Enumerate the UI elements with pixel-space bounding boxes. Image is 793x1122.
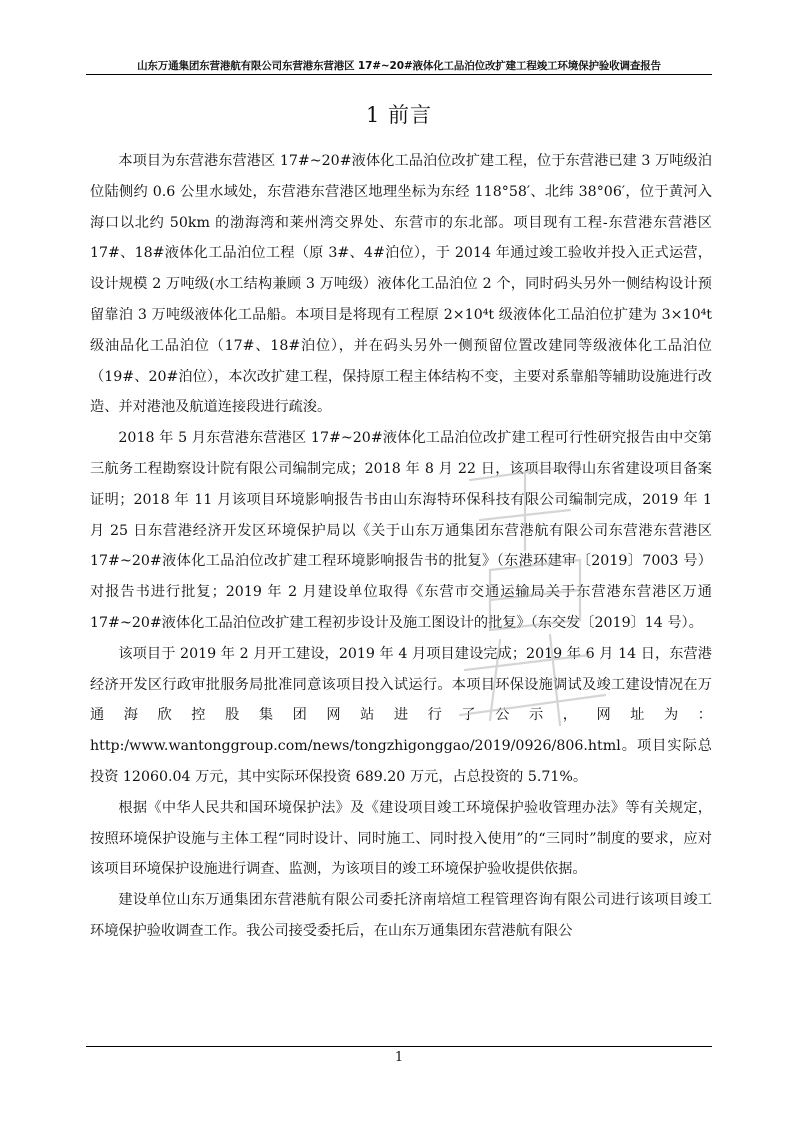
running-header: 山东万通集团东营港航有限公司东营港东营港区 17#~20#液体化工品泊位改扩建工程竣工环境保护验收调查报告 bbox=[137, 60, 661, 72]
header-rule bbox=[86, 74, 712, 75]
body-text bbox=[90, 146, 712, 947]
paragraph-commission: 建设单位山东万通集团东营港航有限公司委托济南培煊工程管理咨询有限公司进行该项目竣工环境保护验收调查工作。我公司接受委托后，在山东万通集团东营港航有限公 bbox=[90, 892, 712, 939]
paragraph-approval-history: 2018 年 5 月东营港东营港区 17#~20#液体化工品泊位改扩建工程可行性研究报告由中交第三航务工程勘察设计院有限公司编制完成；2018 年 8 月 22 日，该项目取得山东省建设项目备案证明；2018 年 11 月该项目环境影响报告书由山东海特环保科技有限公司编制完成，2019 年 1 月 25 日东营港经济开发区环境保护局以《关于山东万通集团东营港航有限公司东营港东营港区 17#~20#液体化工品泊位改扩建工程环境影响报告书的批复》（东港环建审〔2019〕7003 号）对报告书进行批复；2019 年 2 月建设单位取得《东营市交通运输局关于东营港东营港区万通 17#~20#液体化工品泊位改扩建工程初步设计及施工图设计的批复》（东交发〔2019〕14 号）。 bbox=[90, 430, 712, 631]
footer-rule bbox=[86, 1046, 712, 1047]
section-title: 1 前言 bbox=[365, 103, 433, 127]
page-number: 1 bbox=[394, 1050, 404, 1065]
paragraph-regulatory-basis: 根据《中华人民共和国环境保护法》及《建设项目竣工环境保护验收管理办法》等有关规定，按照环境保护设施与主体工程“同时设计、同时施工、同时投入使用”的“三同时”制度的要求，应对该项目环境保护设施进行调查、监测，为该项目的竣工环境保护验收提供依据。 bbox=[90, 799, 712, 878]
paragraph-construction-status: 该项目于 2019 年 2 月开工建设，2019 年 4 月项目建设完成；2019 年 6 月 14 日，东营港经济开发区行政审批服务局批准同意该项目投入试运行。本项目环保设施调试及竣工建设情况在万通海欣控股集团网站进行了公示，网址为：http:/www.wantonggroup.com/news/tongzhigonggao/2019/0926/806.html。项目实际总投资 12060.04 万元，其中实际环保投资 689.20 万元，占总投资的 5.71%。 bbox=[90, 645, 712, 785]
paragraph-project-overview: 本项目为东营港东营港区 17#~20#液体化工品泊位改扩建工程，位于东营港已建 3 万吨级泊位陆侧约 0.6 公里水域处，东营港东营港区地理坐标为东经 118°58′、北纬 38°06′，位于黄河入海口以北约 50km 的渤海湾和莱州湾交界处、东营市的东北部。项目现有工程-东营港东营港区 17#、18#液体化工品泊位工程（原 3#、4#泊位），于 2014 年通过竣工验收并投入正式运营，设计规模 2 万吨级(水工结构兼顾 3 万吨级）液体化工品泊位 2 个，同时码头另外一侧结构设计预留靠泊 3 万吨级液体化工品船。本项目是将现有工程原 2×10⁴t 级液体化工品泊位扩建为 3×10⁴t 级油品化工品泊位（17#、18#泊位），并在码头另外一侧预留位置改建同等级液体化工品泊位（19#、20#泊位），本次改扩建工程，保持原工程主体结构不变，主要对系靠船等辅助设施进行改造、并对港池及航道连接段进行疏浚。 bbox=[90, 153, 712, 416]
